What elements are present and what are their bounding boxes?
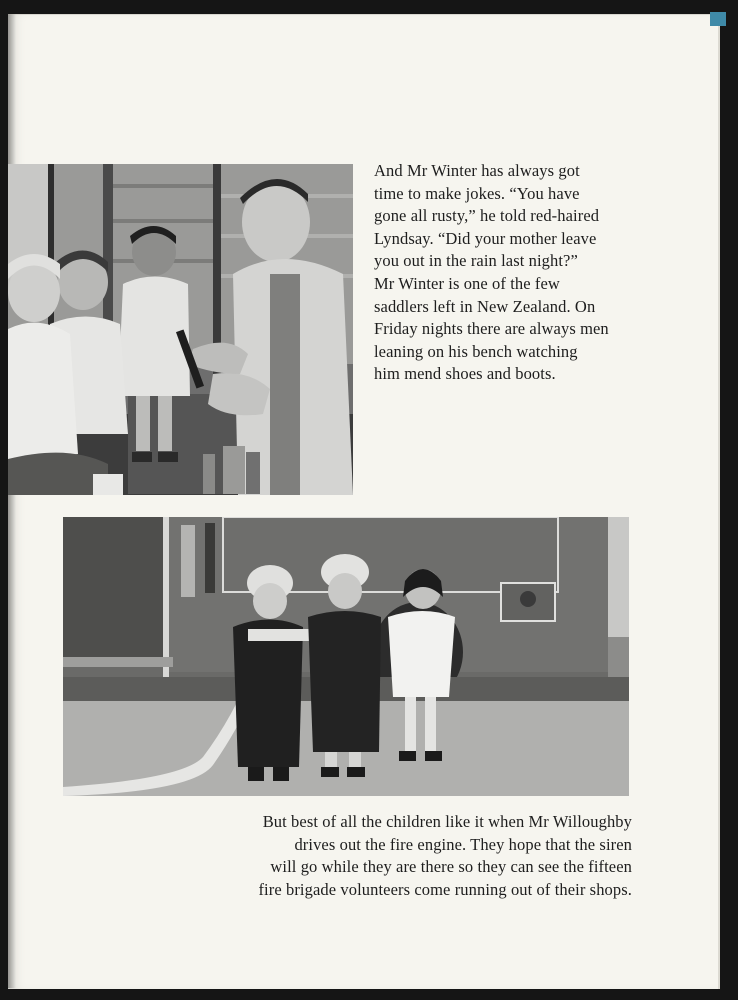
- text-line: you out in the rain last night?”: [374, 251, 578, 271]
- photo-saddler-with-children: [8, 164, 353, 495]
- cover-edge: [710, 12, 726, 26]
- text-line: time to make jokes. “You have: [374, 183, 580, 203]
- text-line: saddlers left in New Zealand. On: [374, 296, 596, 316]
- text-line: fire brigade volunteers come running out of their shops.: [258, 879, 632, 899]
- fire-engine-photo-illustration: [63, 517, 629, 796]
- spine-shadow: [8, 14, 16, 988]
- text-line: But best of all the children like it when Mr Willoughby: [262, 812, 632, 831]
- text-line: gone all rusty,” he told red-haired: [374, 206, 600, 226]
- text-line: leaning on his bench watching: [374, 341, 578, 361]
- text-line: him mend shoes and boots.: [374, 364, 556, 384]
- photo-children-fire-engine: [63, 517, 629, 796]
- text-line: will go while they are there so they can see the fifteen: [270, 857, 632, 877]
- text-line: Friday nights there are always men: [374, 319, 609, 339]
- text-line: Mr Winter is one of the few: [374, 273, 560, 293]
- top-paragraph: [374, 160, 664, 386]
- text-line: And Mr Winter has always got: [374, 161, 580, 180]
- text-line: Lyndsay. “Did your mother leave: [374, 228, 597, 248]
- text-line: drives out the fire engine. They hope that the siren: [294, 834, 632, 854]
- saddler-photo-illustration: [8, 164, 353, 495]
- bottom-paragraph: [180, 811, 632, 901]
